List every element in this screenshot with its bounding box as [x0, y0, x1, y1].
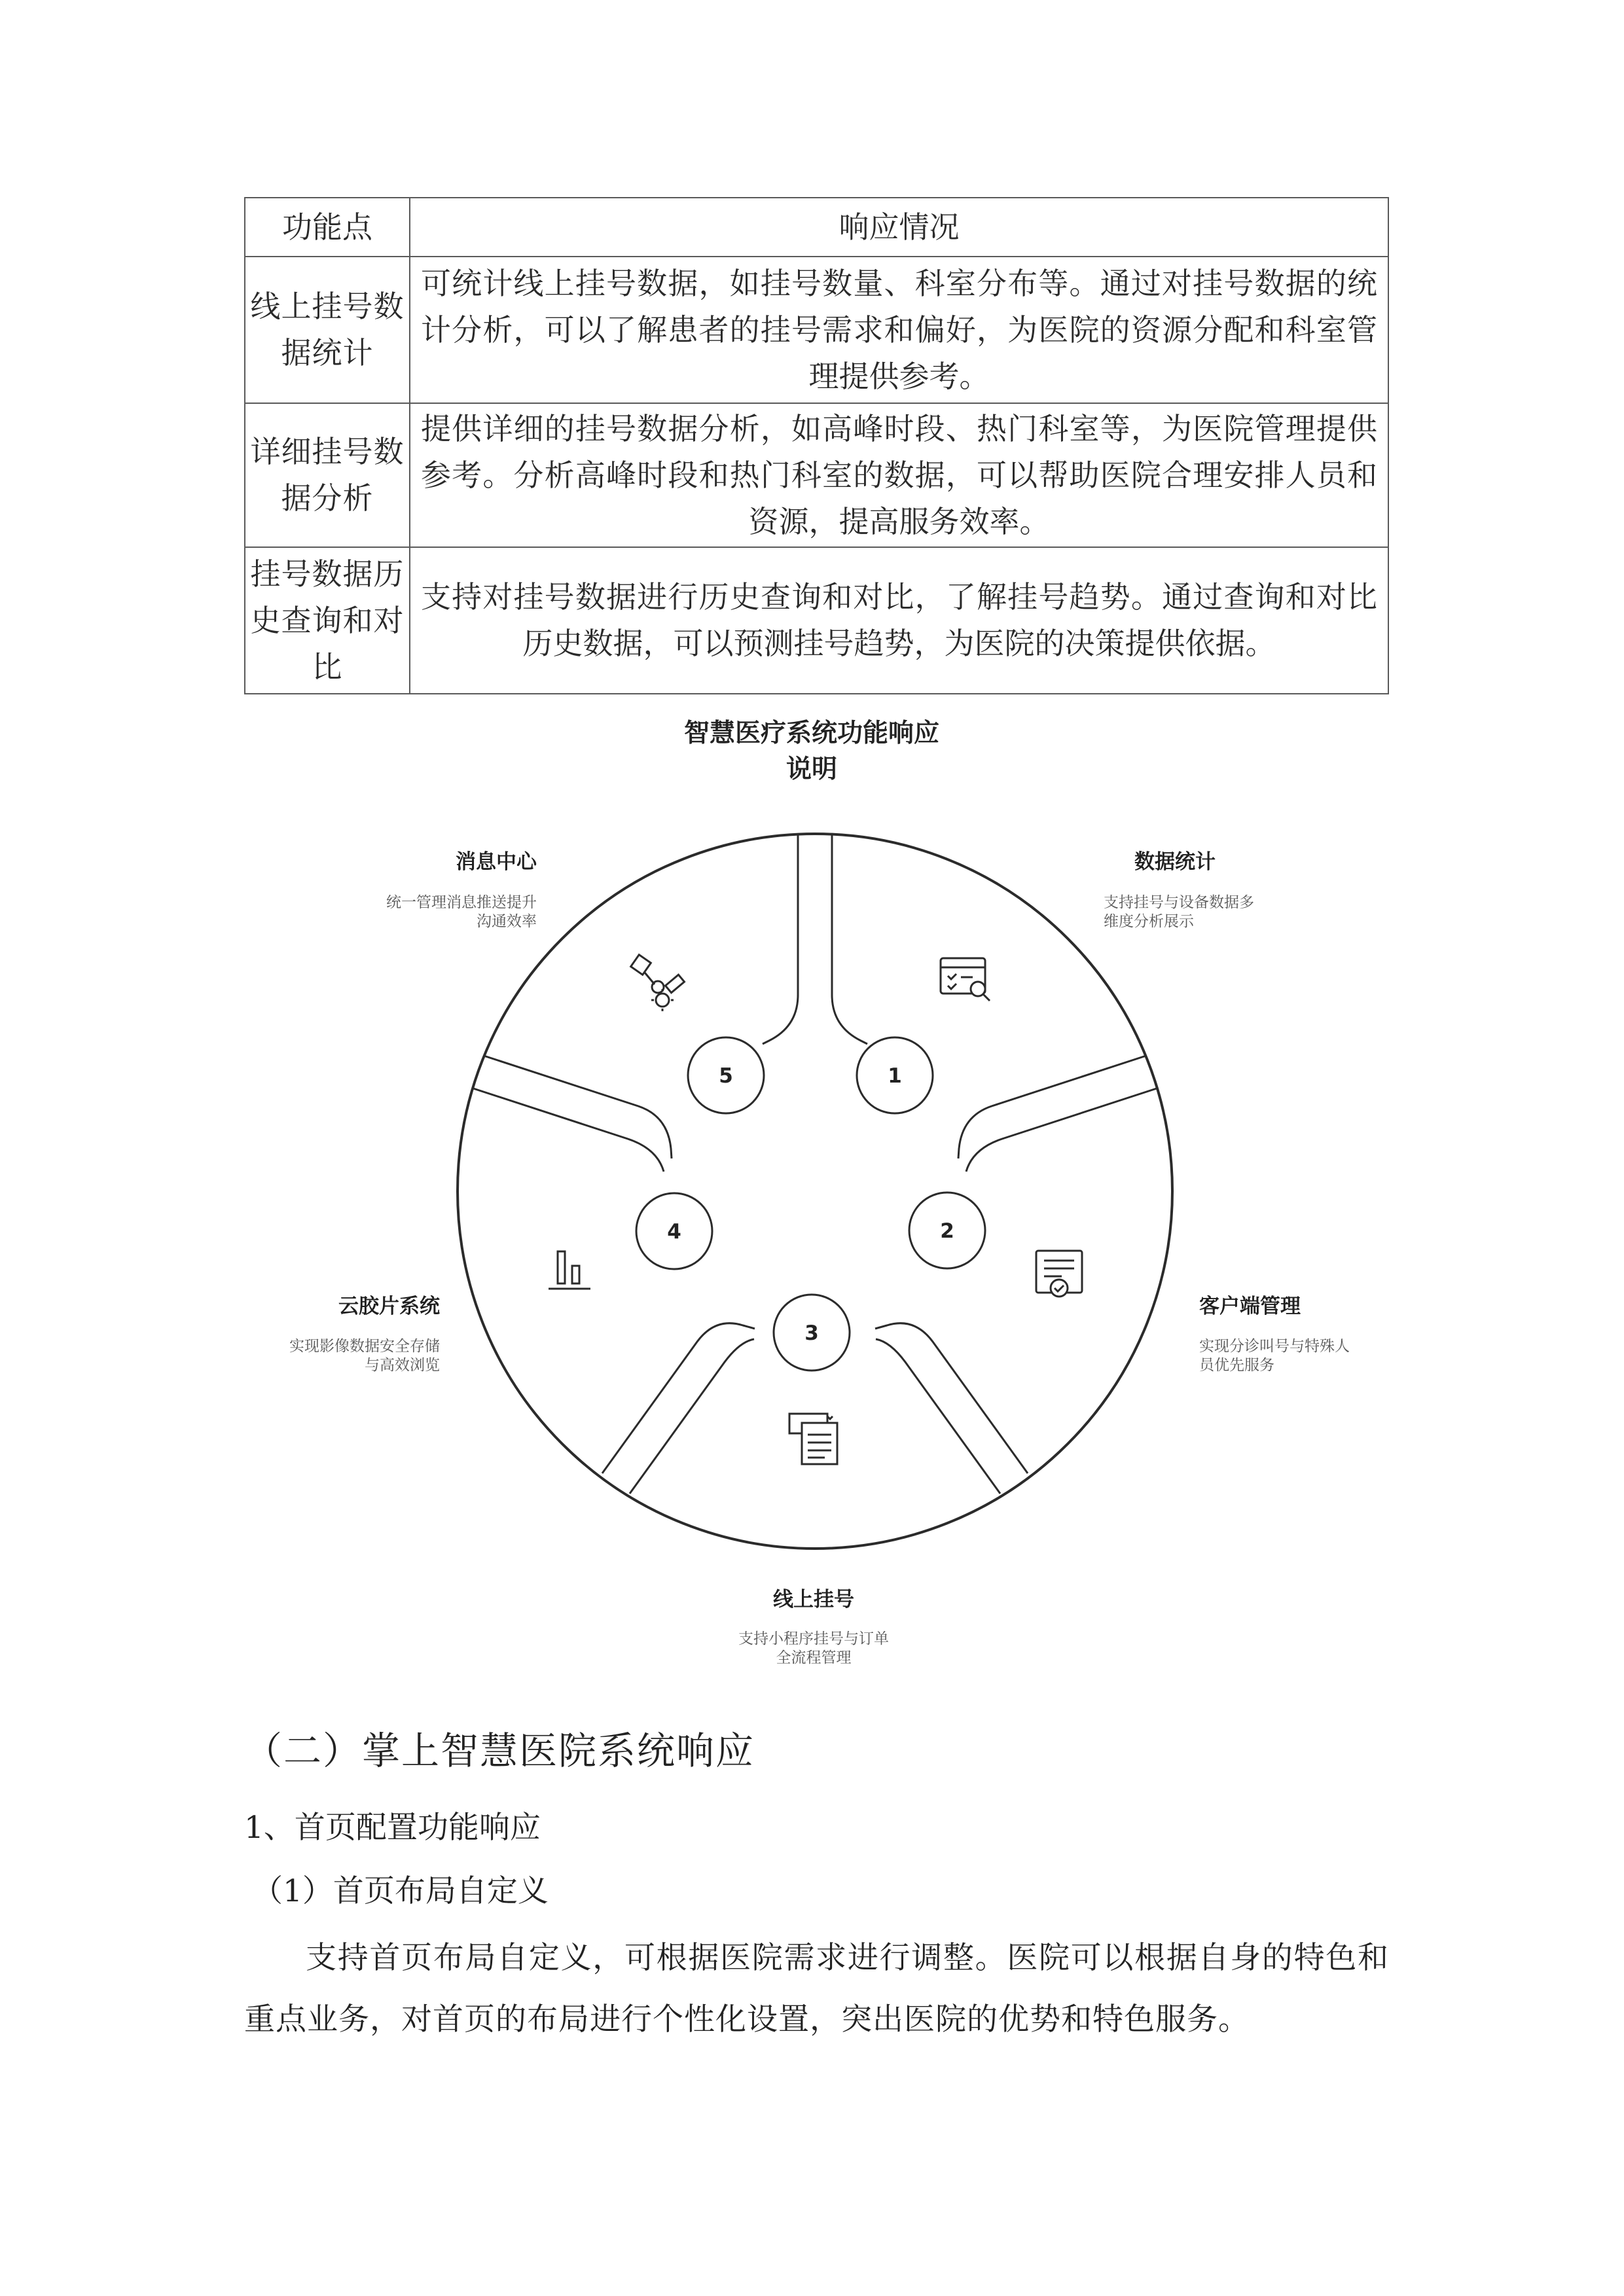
response-table: [244, 197, 1389, 694]
header-feature: 功能点: [245, 198, 410, 257]
certificate-icon: [1036, 1251, 1082, 1297]
item-desc: 支持挂号与设备数据多: [1104, 894, 1254, 911]
item-desc: 沟通效率: [477, 913, 537, 930]
item-desc: 支持小程序挂号与订单: [738, 1630, 889, 1647]
bar-chart-icon: [549, 1251, 590, 1289]
node-number: 1: [888, 1064, 902, 1088]
description-cell: 支持对挂号数据进行历史查询和对比，了解挂号趋势。通过查询和对比历史数据，可以预测挂号趋势，为医院的决策提供依据。: [410, 547, 1388, 694]
feature-cell: 线上挂号数据统计: [245, 257, 410, 403]
description-cell: 提供详细的挂号数据分析，如高峰时段、热门科室等，为医院管理提供参考。分析高峰时段和热门科室的数据，可以帮助医院合理安排人员和资源，提高服务效率。: [410, 403, 1388, 547]
data-search-icon: [941, 958, 990, 1001]
table-row: [245, 257, 1388, 403]
function-diagram: [0, 694, 1624, 1676]
item-title: 客户端管理: [1199, 1295, 1301, 1318]
feature-cell: 挂号数据历史查询和对比: [245, 547, 410, 694]
item-desc: 维度分析展示: [1104, 913, 1194, 930]
sector-dividers: [473, 834, 1157, 1494]
table-row: [245, 403, 1388, 547]
diagram-subtitle: 说明: [785, 755, 838, 784]
item-desc: 员优先服务: [1199, 1357, 1274, 1374]
section-title: （二）掌上智慧医院系统响应: [244, 1729, 755, 1773]
robot-arm-icon: [631, 955, 685, 1011]
item-desc: 实现分诊叫号与特殊人: [1199, 1338, 1350, 1355]
subsection-heading: 1、首页配置功能响应: [244, 1810, 541, 1846]
item-title: 数据统计: [1134, 850, 1216, 874]
item-desc: 统一管理消息推送提升: [386, 894, 537, 911]
node-number: 4: [667, 1220, 681, 1244]
item-desc: 实现影像数据安全存储: [289, 1338, 440, 1355]
feature-cell: 详细挂号数据分析: [245, 403, 410, 547]
item-title: 消息中心: [456, 850, 537, 874]
table-header-row: [245, 198, 1388, 257]
item-title: 线上挂号: [773, 1588, 854, 1611]
subsection-subheading: （1）首页布局自定义: [252, 1873, 549, 1909]
node-number: 5: [719, 1064, 733, 1088]
node-number: 3: [804, 1321, 819, 1345]
description-cell: 可统计线上挂号数据，如挂号数量、科室分布等。通过对挂号数据的统计分析，可以了解患者的挂号需求和偏好，为医院的资源分配和科室管理提供参考。: [410, 257, 1388, 403]
table-row: [245, 547, 1388, 694]
diagram-title: 智慧医疗系统功能响应: [683, 719, 940, 748]
item-title: 云胶片系统: [338, 1295, 440, 1318]
item-desc: 全流程管理: [776, 1649, 852, 1666]
node-number: 2: [940, 1219, 954, 1243]
number-nodes: [636, 1037, 985, 1371]
item-desc: 与高效浏览: [365, 1357, 440, 1374]
header-response: 响应情况: [410, 198, 1388, 257]
body-paragraph: 支持首页布局自定义，可根据医院需求进行调整。医院可以根据自身的特色和重点业务，对首页的布局进行个性化设置，突出医院的优势和特色服务。: [244, 1940, 1389, 2037]
order-form-icon: [789, 1414, 837, 1464]
